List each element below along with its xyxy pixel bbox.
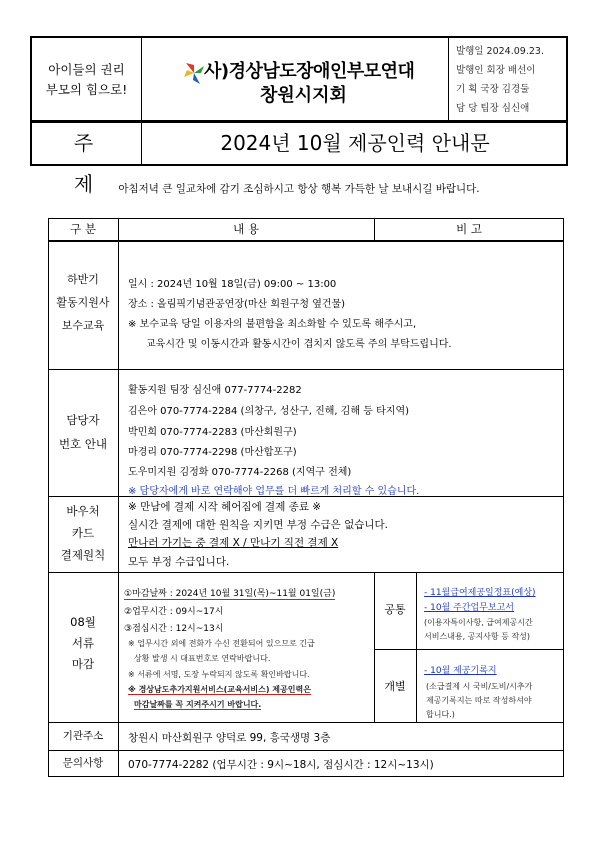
meta-planner: 기 획 국장 김경둘 — [456, 84, 530, 95]
pinwheel-logo-icon — [182, 60, 206, 86]
document-title: 2024년 10월 제공인력 안내문 — [220, 131, 490, 155]
label-line: 카드 — [71, 526, 95, 540]
address-label: 기관주소 — [62, 730, 104, 742]
col-header-category: 구 분 — [70, 222, 96, 236]
col-divider — [416, 572, 417, 722]
doc-note-4-text: ※ 경상남도추가지원서비스(교육서비스) 제공인력은 — [128, 685, 311, 694]
education-place: 장소 : 올림픽기념관공연장(마산 회원구청 옆건물) — [128, 299, 346, 310]
header-box — [30, 36, 568, 122]
contact-team-lead: 활동지원 팀장 심신애 077-7774-2282 — [128, 385, 302, 396]
individual-item-3: 제공기록지는 따로 작성하셔야 — [426, 696, 532, 705]
contacts-note: ※ 담당자에게 바로 연락해야 업무를 더 빠르게 처리할 수 있습니다. — [128, 486, 420, 497]
common-item-2: - 10월 주간업무보고서 — [424, 603, 514, 613]
row-divider — [48, 572, 564, 573]
topic-label: 주 제 — [32, 123, 142, 164]
meta-publisher: 발행인 회장 배선이 — [456, 65, 536, 76]
common-label: 공통 — [384, 603, 406, 616]
voucher-rule-4: 모두 부정 수급입니다. — [128, 556, 230, 568]
inquiry-value: 070-7774-2282 (업무시간 : 9시~18시, 점심시간 : 12시~13시) — [128, 759, 434, 771]
subrow-divider — [374, 649, 564, 650]
voucher-label — [48, 500, 118, 566]
individual-item-2: (소급결제 시 국비/도비/시추가 — [426, 682, 533, 691]
education-date: 일시 : 2024년 10월 18일(금) 09:00 ~ 13:00 — [128, 279, 337, 290]
row-divider — [48, 750, 564, 751]
meta-manager: 담 당 팀장 심신애 — [456, 103, 530, 114]
address-value: 창원시 마산회원구 양덕로 99, 흥국생명 3층 — [128, 732, 331, 744]
label-line: 마감 — [71, 657, 95, 671]
documents-label — [48, 612, 118, 675]
education-note-1: ※ 보수교육 당일 이용자의 불편함을 최소화할 수 있도록 해주시고, — [128, 319, 417, 330]
doc-note-2: 상황 발생 시 대표번호로 연락바랍니다. — [134, 654, 271, 663]
label-line: 담당자 — [66, 413, 100, 427]
common-item-1: - 11월급여제공일정표(예상) — [424, 588, 536, 598]
common-item-3: (이용자특이사항, 급여제공시간 — [424, 618, 533, 627]
doc-note-5-text: 마감날짜를 꼭 지켜주시기 바랍니다. — [134, 700, 262, 709]
contacts-label — [48, 408, 118, 456]
doc-note-3: ※ 서류에 서명, 도장 누락되지 않도록 확인바랍니다. — [128, 670, 310, 679]
col-divider — [118, 218, 119, 777]
label-line: 하반기 — [67, 273, 99, 286]
inquiry-label: 문의사항 — [62, 757, 104, 769]
row-divider — [48, 369, 564, 370]
meta-date: 발행일 2024.09.23. — [456, 46, 544, 57]
doc-note-5 — [134, 699, 261, 710]
contact-staff-3: 마경리 070-7774-2298 (마산합포구) — [128, 447, 297, 458]
label-line: 번호 안내 — [58, 437, 108, 451]
contact-staff-2: 박민희 070-7774-2283 (마산회원구) — [128, 427, 297, 438]
org-name-line-2: 창원시지회 — [260, 85, 347, 106]
organization — [142, 38, 449, 120]
slogan — [32, 38, 142, 120]
individual-item-1: - 10월 제공기록지 — [424, 666, 497, 676]
col-divider — [374, 572, 375, 722]
publication-meta — [448, 38, 568, 120]
label-line: 서류 — [71, 636, 95, 650]
work-hours: ②업무시간 : 09시~17시 — [124, 607, 224, 617]
col-header-remarks: 비 고 — [456, 222, 482, 236]
deadline-text: ①마감날짜 : 2024년 10월 31일(목)~11월 01일(금) — [124, 589, 336, 599]
deadline-date — [124, 586, 335, 599]
doc-note-4 — [128, 684, 311, 695]
row-divider — [48, 722, 564, 723]
label-line: 보수교육 — [61, 319, 105, 332]
label-line: 활동지원사 — [56, 296, 110, 309]
individual-label: 개별 — [384, 680, 406, 693]
label-line: 08월 — [70, 615, 96, 629]
org-name-line-1: 사)경상남도장애인부모연대 — [204, 61, 415, 82]
label-line: 결제원칙 — [60, 548, 106, 562]
table-header-divider — [48, 240, 564, 242]
slogan-line-1: 아이들의 권리 — [48, 62, 125, 77]
greeting: 아침저녁 큰 일교차에 감기 조심하시고 항상 행복 가득한 날 보내시길 바랍니다. — [118, 183, 480, 195]
label-line: 바우처 — [66, 504, 100, 518]
individual-item-4: 합니다.) — [426, 710, 455, 719]
slogan-line-2: 부모의 힘으로! — [45, 82, 128, 97]
lunch-hours: ③점심시간 : 12시~13시 — [124, 624, 224, 634]
doc-note-1: ※ 업무시간 외에 전화가 수신 전환되어 있으므로 긴급 — [128, 639, 315, 648]
voucher-rule-1: ※ 만남에 결제 시작 헤어짐에 결제 종료 ※ — [128, 501, 322, 513]
col-header-content: 내 용 — [233, 222, 259, 236]
common-item-4: 서비스내용, 공지사항 등 작성) — [424, 632, 531, 641]
education-label — [48, 268, 118, 337]
contact-staff-1: 김은아 070-7774-2284 (의창구, 성산구, 진해, 김해 등 타지역) — [128, 406, 410, 417]
education-note-2: 교육시간 및 이동시간과 활동시간이 겹치지 않도록 주의 부탁드립니다. — [146, 339, 452, 350]
voucher-rule-3: 만나러 가기는 중 결제 X / 만나기 직전 결제 X — [128, 537, 339, 549]
voucher-rule-2: 실시간 결제에 대한 원칙을 지키면 부정 수급은 없습니다. — [128, 519, 388, 531]
contact-helper: 도우미지원 김정화 070-7774-2268 (지역구 전체) — [128, 467, 352, 478]
